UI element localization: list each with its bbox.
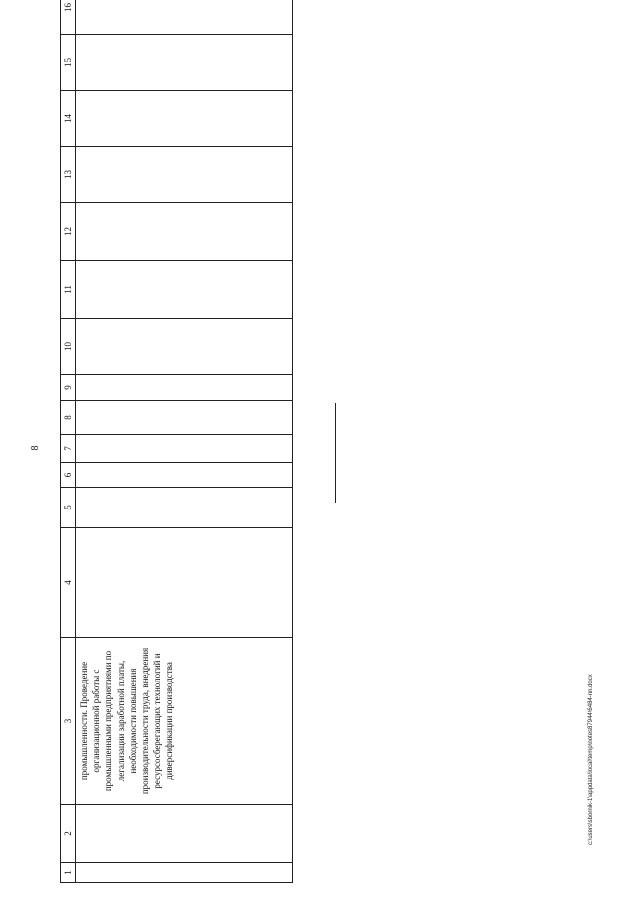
- column-header: 7: [61, 435, 76, 463]
- table-cell: [76, 435, 293, 463]
- table-cell: [76, 0, 293, 35]
- table-cell: [76, 805, 293, 863]
- column-header: 16: [61, 0, 76, 35]
- table-cell: [76, 463, 293, 488]
- separator-line: [335, 403, 336, 503]
- column-header: 13: [61, 147, 76, 203]
- column-header: 5: [61, 488, 76, 528]
- data-table-container: [60, 3, 293, 883]
- table-header-row: [61, 0, 76, 883]
- table-cell: [76, 319, 293, 375]
- table-cell: [76, 528, 293, 638]
- table-cell: [76, 375, 293, 401]
- column-header: 11: [61, 261, 76, 319]
- column-header: 15: [61, 35, 76, 91]
- table-cell: [76, 261, 293, 319]
- column-header: 1: [61, 863, 76, 883]
- table-cell: [76, 35, 293, 91]
- column-header: 14: [61, 91, 76, 147]
- column-header: 12: [61, 203, 76, 261]
- table-row: [76, 0, 293, 883]
- column-header: 8: [61, 401, 76, 435]
- table-cell: [76, 91, 293, 147]
- footer-file-path: c:\users\sbornik-1\appdata\local\temp\notes87944\6484-nn.docx: [588, 674, 594, 845]
- table-cell: [76, 401, 293, 435]
- table-cell: [76, 147, 293, 203]
- column-header: 2: [61, 805, 76, 863]
- column-header: 4: [61, 528, 76, 638]
- table-cell: [76, 203, 293, 261]
- column-header: 10: [61, 319, 76, 375]
- page-number: 8: [30, 445, 41, 451]
- column-header: 6: [61, 463, 76, 488]
- column-header: 3: [61, 638, 76, 805]
- data-table: [60, 0, 293, 883]
- table-cell: [76, 863, 293, 883]
- column-header: 9: [61, 375, 76, 401]
- cell-description-text: промышленности. Проведение организационной работы с промышленными предприятиями по легализации заработной платы, необходимости повышения производительности труда, внедрения ресурсосберегающих технологий и диверсификации производства: [79, 647, 175, 795]
- table-cell: [76, 488, 293, 528]
- table-cell: [76, 638, 293, 805]
